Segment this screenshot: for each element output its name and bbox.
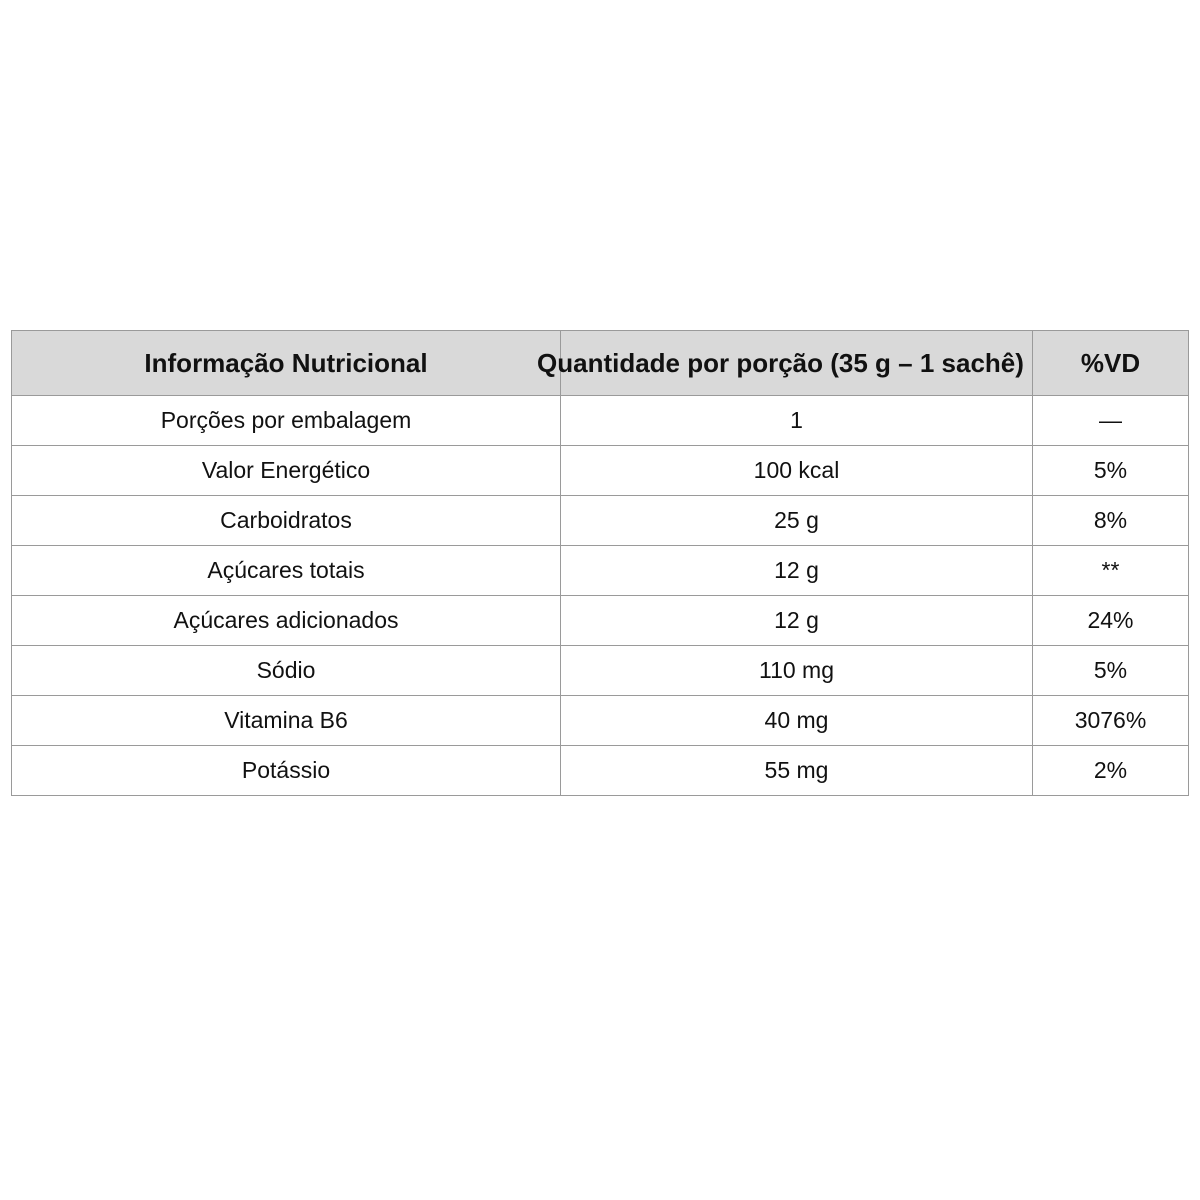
header-quantity — [537, 331, 1033, 395]
table-row — [12, 395, 1188, 445]
dv-cell: 3076% — [1074, 707, 1147, 733]
dv-cell: 8% — [1093, 507, 1128, 533]
dv-cell: 5% — [1093, 657, 1128, 683]
dv-cell: 5% — [1093, 457, 1128, 483]
table-row — [12, 595, 1188, 645]
nutrient-cell: Potássio — [12, 746, 561, 795]
quantity-cell: 12 g — [561, 596, 1033, 645]
nutrient-cell: Açúcares totais — [12, 546, 561, 595]
header-nutrient-label: Informação Nutricional — [144, 347, 428, 378]
header-quantity-label: Quantidade por porção (35 g – 1 sachê) — [537, 347, 1024, 378]
quantity-cell: 40 mg — [561, 696, 1033, 745]
table-row — [12, 745, 1188, 795]
quantity-cell: 110 mg — [561, 646, 1033, 695]
header-dv-label: %VD — [1080, 347, 1141, 378]
table-row — [12, 445, 1188, 495]
table-row — [12, 645, 1188, 695]
header-dv — [1033, 331, 1188, 395]
quantity-cell: 25 g — [561, 496, 1033, 545]
table-header-row — [12, 331, 1188, 395]
header-nutrient — [12, 331, 561, 395]
quantity-cell: 55 mg — [561, 746, 1033, 795]
quantity-cell: 100 kcal — [561, 446, 1033, 495]
dv-cell: — — [1099, 407, 1122, 433]
dv-cell: ** — [1101, 557, 1120, 583]
dv-cell: 24% — [1087, 607, 1134, 633]
dv-cell: 2% — [1093, 757, 1128, 783]
table-row — [12, 545, 1188, 595]
nutrient-cell: Valor Energético — [12, 446, 561, 495]
nutrient-cell: Porções por embalagem — [12, 396, 561, 445]
table-row — [12, 495, 1188, 545]
table-row — [12, 695, 1188, 745]
nutrient-cell: Sódio — [12, 646, 561, 695]
nutrient-cell: Vitamina B6 — [12, 696, 561, 745]
nutrition-table — [11, 330, 1189, 796]
quantity-cell: 1 — [561, 396, 1033, 445]
nutrient-cell: Açúcares adicionados — [12, 596, 561, 645]
quantity-cell: 12 g — [561, 546, 1033, 595]
nutrient-cell: Carboidratos — [12, 496, 561, 545]
